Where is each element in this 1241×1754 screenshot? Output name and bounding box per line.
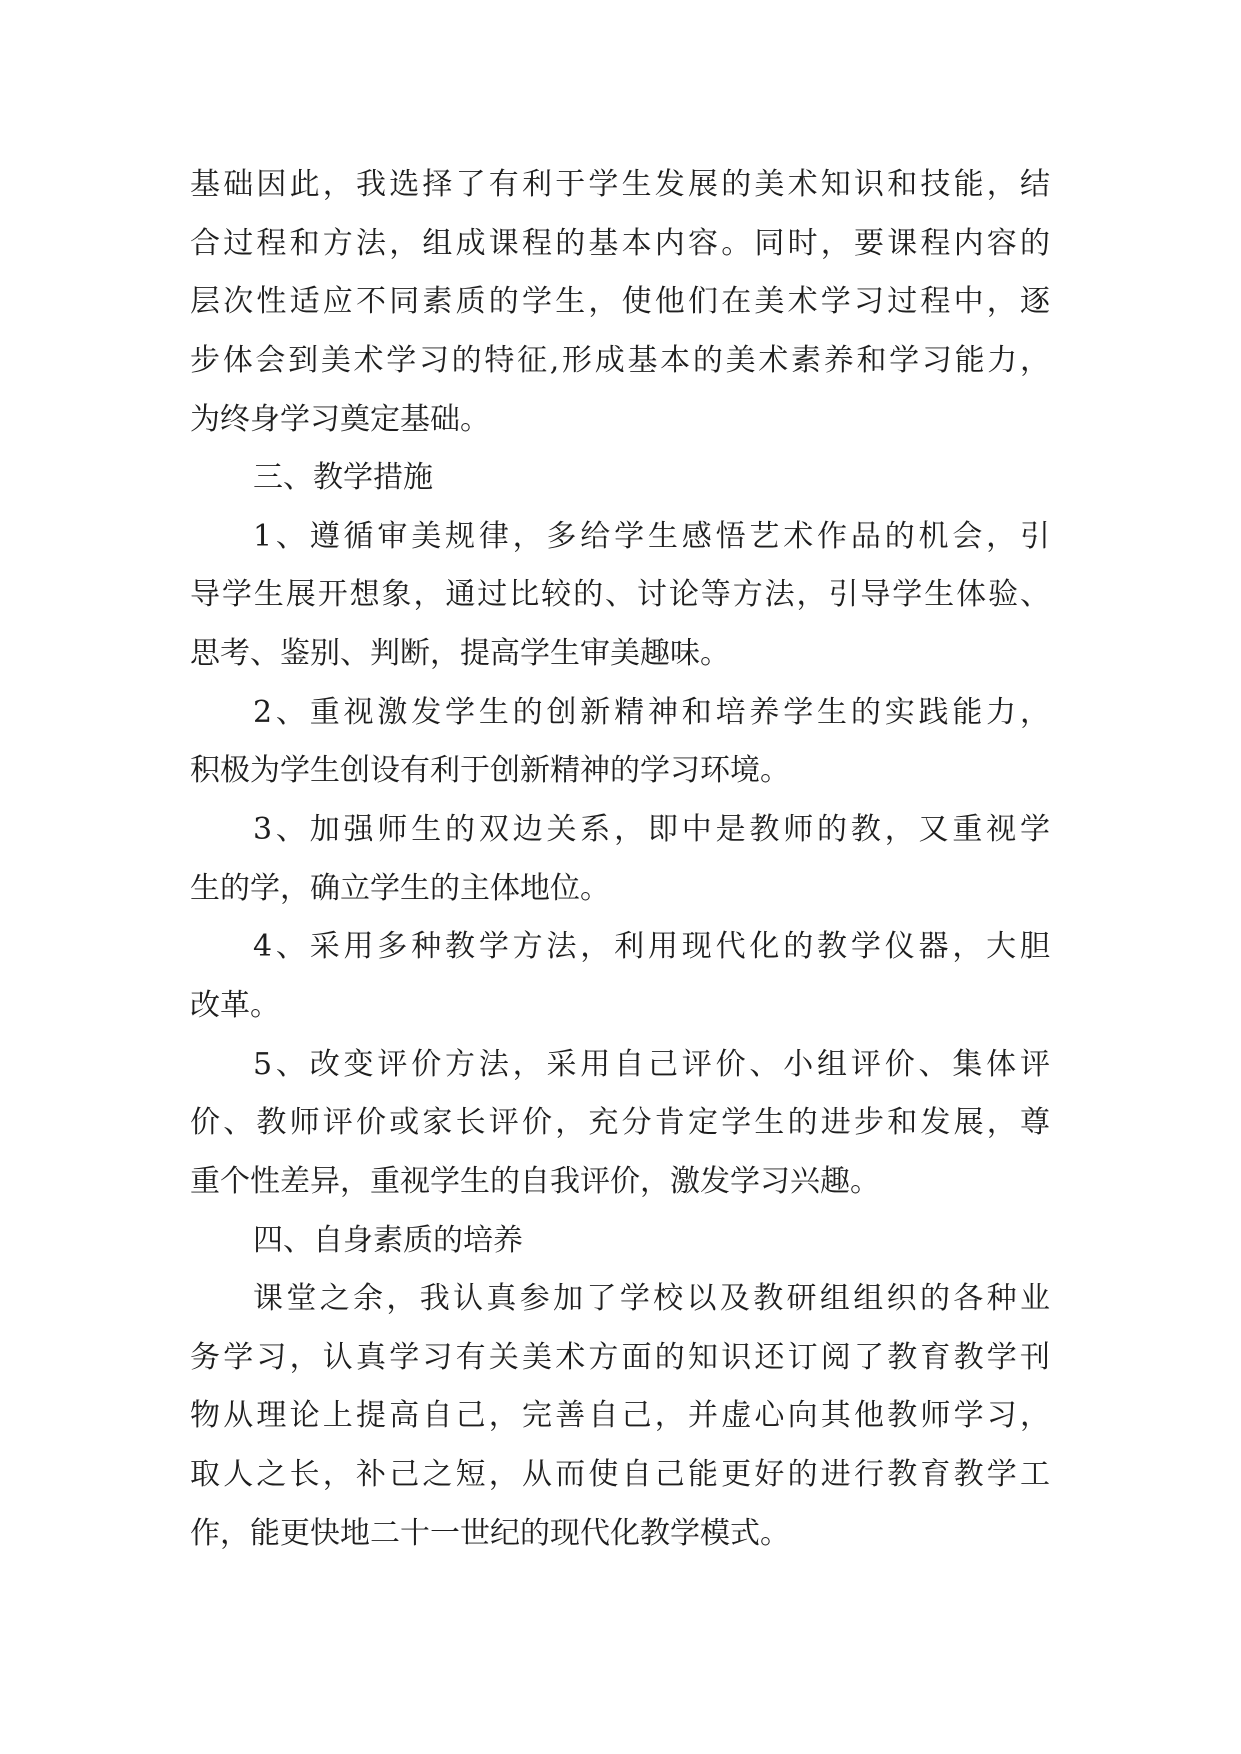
section-heading [190, 1212, 1050, 1271]
paragraph-line: 作，能更快地二十一世纪的现代化教学模式。 [190, 1515, 790, 1551]
paragraph-line: 3、加强师生的双边关系，即中是教师的教，又重视学 [253, 812, 1050, 848]
paragraph-line: 1、遵循审美规律，多给学生感悟艺术作品的机会，引 [253, 518, 1050, 554]
list-item [190, 918, 1050, 1035]
paragraph-line: 取人之长，补己之短，从而使自己能更好的进行教育教学工 [190, 1457, 1050, 1493]
section-heading-text: 四、自身素质的培养 [253, 1222, 523, 1258]
section-heading-text: 三、教学措施 [253, 460, 433, 496]
paragraph-line: 生的学，确立学生的主体地位。 [190, 870, 610, 906]
paragraph-line: 合过程和方法，组成课程的基本内容。同时，要课程内容的 [190, 225, 1050, 261]
list-item [190, 801, 1050, 918]
paragraph-line: 导学生展开想象，通过比较的、讨论等方法，引导学生体验、 [190, 577, 1050, 613]
paragraph-line: 务学习，认真学习有关美术方面的知识还订阅了教育教学刊 [190, 1339, 1050, 1375]
paragraph-line: 改革。 [190, 987, 280, 1023]
paragraph-line: 课堂之余，我认真参加了学校以及教研组组织的各种业 [253, 1281, 1050, 1317]
list-item [190, 1036, 1050, 1212]
list-item [190, 684, 1050, 801]
paragraph-line: 2、重视激发学生的创新精神和培养学生的实践能力， [253, 694, 1050, 730]
document-body [190, 156, 1050, 1563]
paragraph-line: 积极为学生创设有利于创新精神的学习环境。 [190, 753, 790, 789]
paragraph-line: 为终身学习奠定基础。 [190, 401, 490, 437]
section-heading [190, 449, 1050, 508]
paragraph-line: 5、改变评价方法，采用自己评价、小组评价、集体评 [253, 1046, 1050, 1082]
paragraph-line: 重个性差异，重视学生的自我评价，激发学习兴趣。 [190, 1163, 880, 1199]
list-item [190, 508, 1050, 684]
paragraph-line: 4、采用多种教学方法，利用现代化的教学仪器，大胆 [253, 929, 1050, 965]
paragraph-line: 价、教师评价或家长评价，充分肯定学生的进步和发展，尊 [190, 1105, 1050, 1141]
paragraph [190, 156, 1050, 449]
paragraph-line: 物从理论上提高自己，完善自己，并虚心向其他教师学习， [190, 1398, 1050, 1434]
paragraph-line: 基础因此，我选择了有利于学生发展的美术知识和技能，结 [190, 167, 1050, 202]
paragraph [190, 1270, 1050, 1563]
paragraph-line: 思考、鉴别、判断，提高学生审美趣味。 [190, 636, 730, 672]
paragraph-line: 层次性适应不同素质的学生，使他们在美术学习过程中，逐 [190, 284, 1050, 320]
paragraph-line: 步体会到美术学习的特征,形成基本的美术素养和学习能力， [190, 342, 1050, 378]
